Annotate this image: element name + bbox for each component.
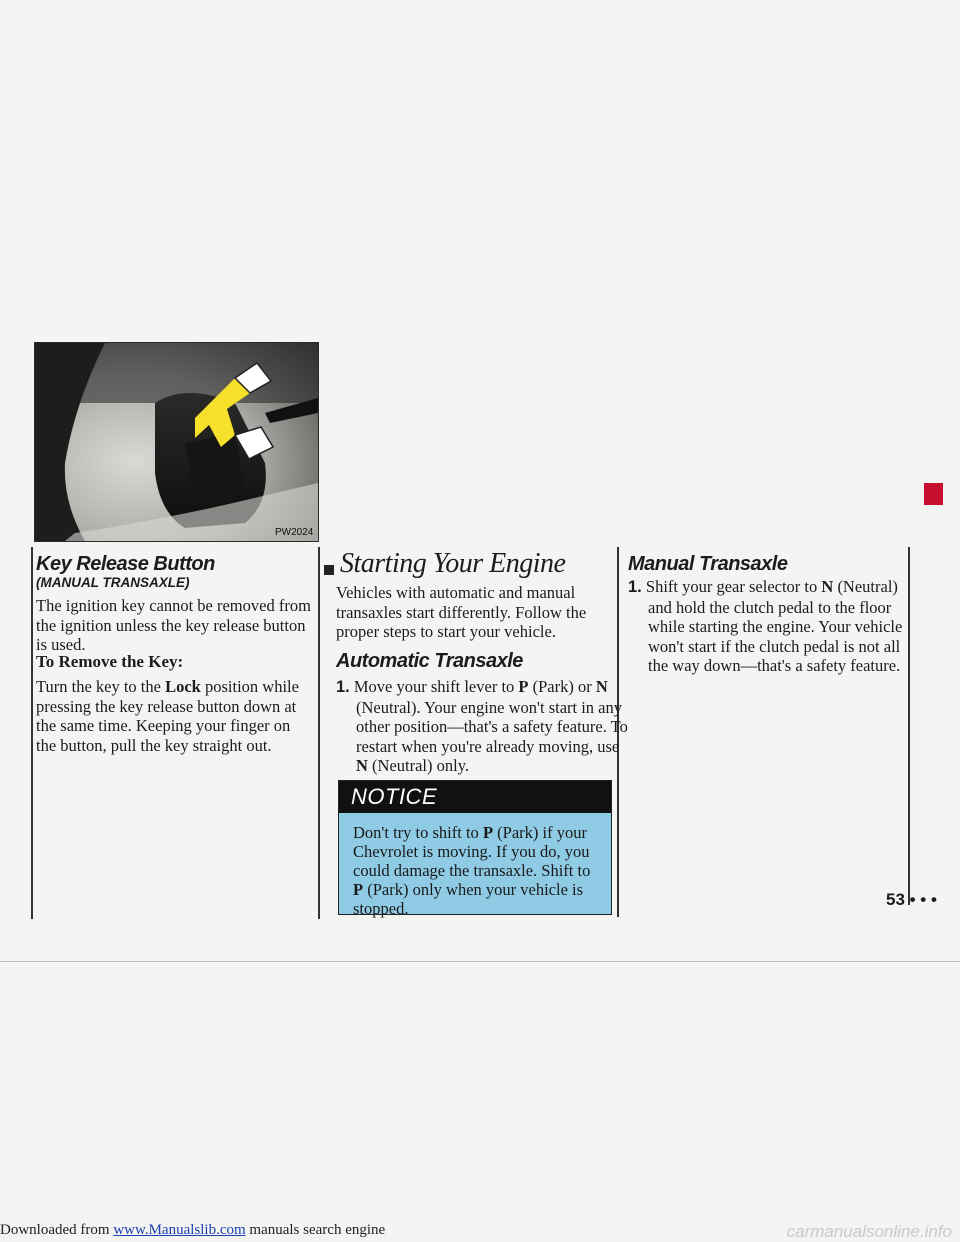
key-release-subtitle: (MANUAL TRANSAXLE) bbox=[36, 575, 190, 590]
key-release-title: Key Release Button bbox=[36, 553, 215, 575]
starting-engine-body: Vehicles with automatic and manual transaxles start differently. Follow the proper steps to start your vehicle. bbox=[336, 583, 587, 641]
key-release-photo bbox=[34, 342, 319, 542]
column-rule bbox=[31, 547, 33, 919]
automatic-transaxle-title: Automatic Transaxle bbox=[336, 650, 523, 672]
manual-transaxle-title: Manual Transaxle bbox=[628, 553, 788, 575]
starting-engine-title: Starting Your Engine bbox=[340, 548, 566, 579]
ignition-illustration bbox=[35, 343, 318, 541]
remove-key-body: Turn the key to the Lock position while pressing the key release button down at the same time. Keeping your finger on the button, pull the key straight out. bbox=[36, 677, 299, 755]
section-tab-marker bbox=[924, 483, 943, 505]
manualslib-link[interactable]: www.Manualslib.com bbox=[113, 1222, 246, 1238]
remove-key-subhead: To Remove the Key: bbox=[36, 652, 184, 671]
photo-code: PW2024 bbox=[275, 527, 314, 538]
notice-title: NOTICE bbox=[351, 784, 438, 809]
page-bottom-rule bbox=[0, 961, 960, 962]
section-bullet bbox=[324, 565, 334, 575]
download-banner: Downloaded from www.Manualslib.com manuals search engine bbox=[0, 1222, 386, 1238]
automatic-step-1: 1. Move your shift lever to P (Park) or N (Neutral). Your engine won't start in any other position—that's a safety feature. To restart when you're already moving, use N (Neutral) only. bbox=[336, 677, 628, 775]
column-rule bbox=[318, 547, 320, 919]
page-number: 53 • • • bbox=[886, 890, 937, 909]
notice-header bbox=[339, 781, 611, 813]
notice-box bbox=[338, 780, 612, 918]
watermark: carmanualsonline.info bbox=[786, 1222, 952, 1241]
manual-step-1: 1. Shift your gear selector to N (Neutral) and hold the clutch pedal to the floor while starting the engine. Your vehicle won't start if the clutch pedal is not all the way down—that's a safety feature. bbox=[628, 577, 903, 675]
notice-text: Don't try to shift to P (Park) if your Chevrolet is moving. If you do, you could damage the transaxle. Shift to P (Park) only when your vehicle is stopped. bbox=[353, 823, 591, 918]
key-release-body: The ignition key cannot be removed from the ignition unless the key release button is used. bbox=[36, 596, 311, 654]
